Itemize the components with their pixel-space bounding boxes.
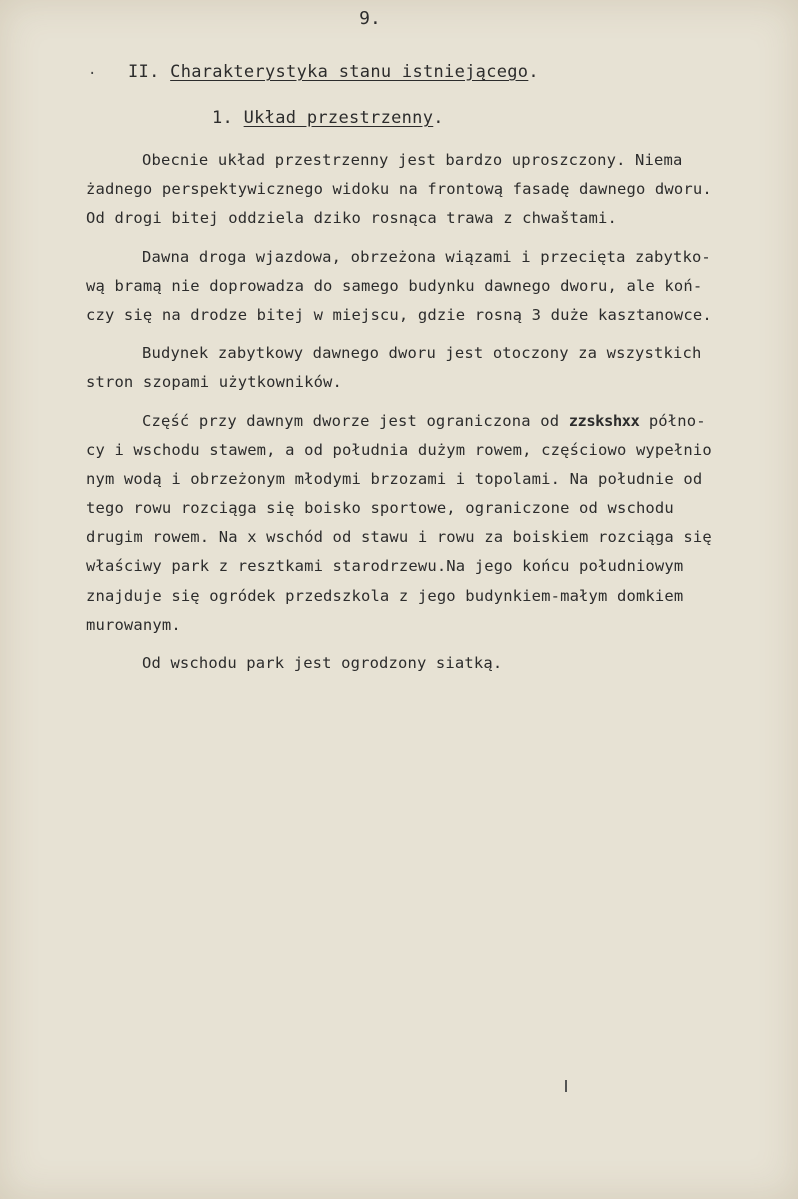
text-line: właściwy park z resztkami starodrzewu.Na jego końcu południowym	[86, 557, 684, 576]
text-line: Od wschodu park jest ogrodzony siatką.	[142, 654, 503, 672]
text-line: murowanym.	[86, 615, 181, 634]
text-line: cy i wschodu stawem, a od południa dużym rowem, częściowo wypełnio	[86, 440, 712, 459]
text-segment: Część przy dawnym dworze jest ograniczona od	[142, 411, 569, 430]
text-line: Budynek zabytkowy dawnego dworu jest otoczony za wszystkich	[142, 344, 702, 363]
text-line: stron szopami użytkowników.	[86, 373, 343, 392]
section-title: Charakterystyka stanu istniejącego	[170, 62, 529, 82]
section-heading	[128, 62, 539, 82]
margin-mark: ·	[88, 66, 97, 82]
text-line: tego rowu rozciąga się boisko sportowe, ograniczone od wschodu	[86, 499, 674, 518]
body-text	[86, 146, 798, 678]
section-number: II.	[128, 62, 160, 82]
text-line: znajduje się ogródek przedszkola z jego budynkiem-małym domkiem	[86, 586, 684, 605]
text-segment: półno-	[639, 411, 706, 430]
subsection-title: Układ przestrzenny	[243, 108, 434, 128]
text-line: Dawna droga wjazdowa, obrzeżona wiązami i przecięta zabytko-	[142, 247, 711, 266]
text-line: wą bramą nie doprowadza do samego budynku dawnego dworu, ale koń-	[86, 276, 703, 295]
text-line: czy się na drodze bitej w miejscu, gdzie rosną 3 duże kasztanowce.	[86, 305, 712, 324]
text-line: żadnego perspektywicznego widoku na frontową fasadę dawnego dworu.	[86, 180, 712, 199]
subsection-title-suffix: .	[433, 108, 444, 128]
section-title-suffix: .	[528, 62, 539, 82]
subsection-heading	[212, 108, 444, 128]
text-line: Obecnie układ przestrzenny jest bardzo uproszczony. Niema	[142, 151, 683, 169]
text-line: Od drogi bitej oddziela dziko rosnąca trawa z chwaštami.	[86, 209, 617, 228]
struck-out-text: zzskshxx	[568, 411, 640, 430]
text-line: drugim rowem. Na x wschód od stawu i rowu za boiskiem rozciąga się	[86, 528, 712, 547]
stray-mark	[565, 1080, 567, 1092]
page-number: 9.	[359, 8, 381, 29]
text-line: nym wodą i obrzeżonym młodymi brzozami i topolami. Na południe od	[86, 469, 703, 488]
subsection-number: 1.	[212, 108, 234, 128]
text-line	[86, 407, 798, 436]
